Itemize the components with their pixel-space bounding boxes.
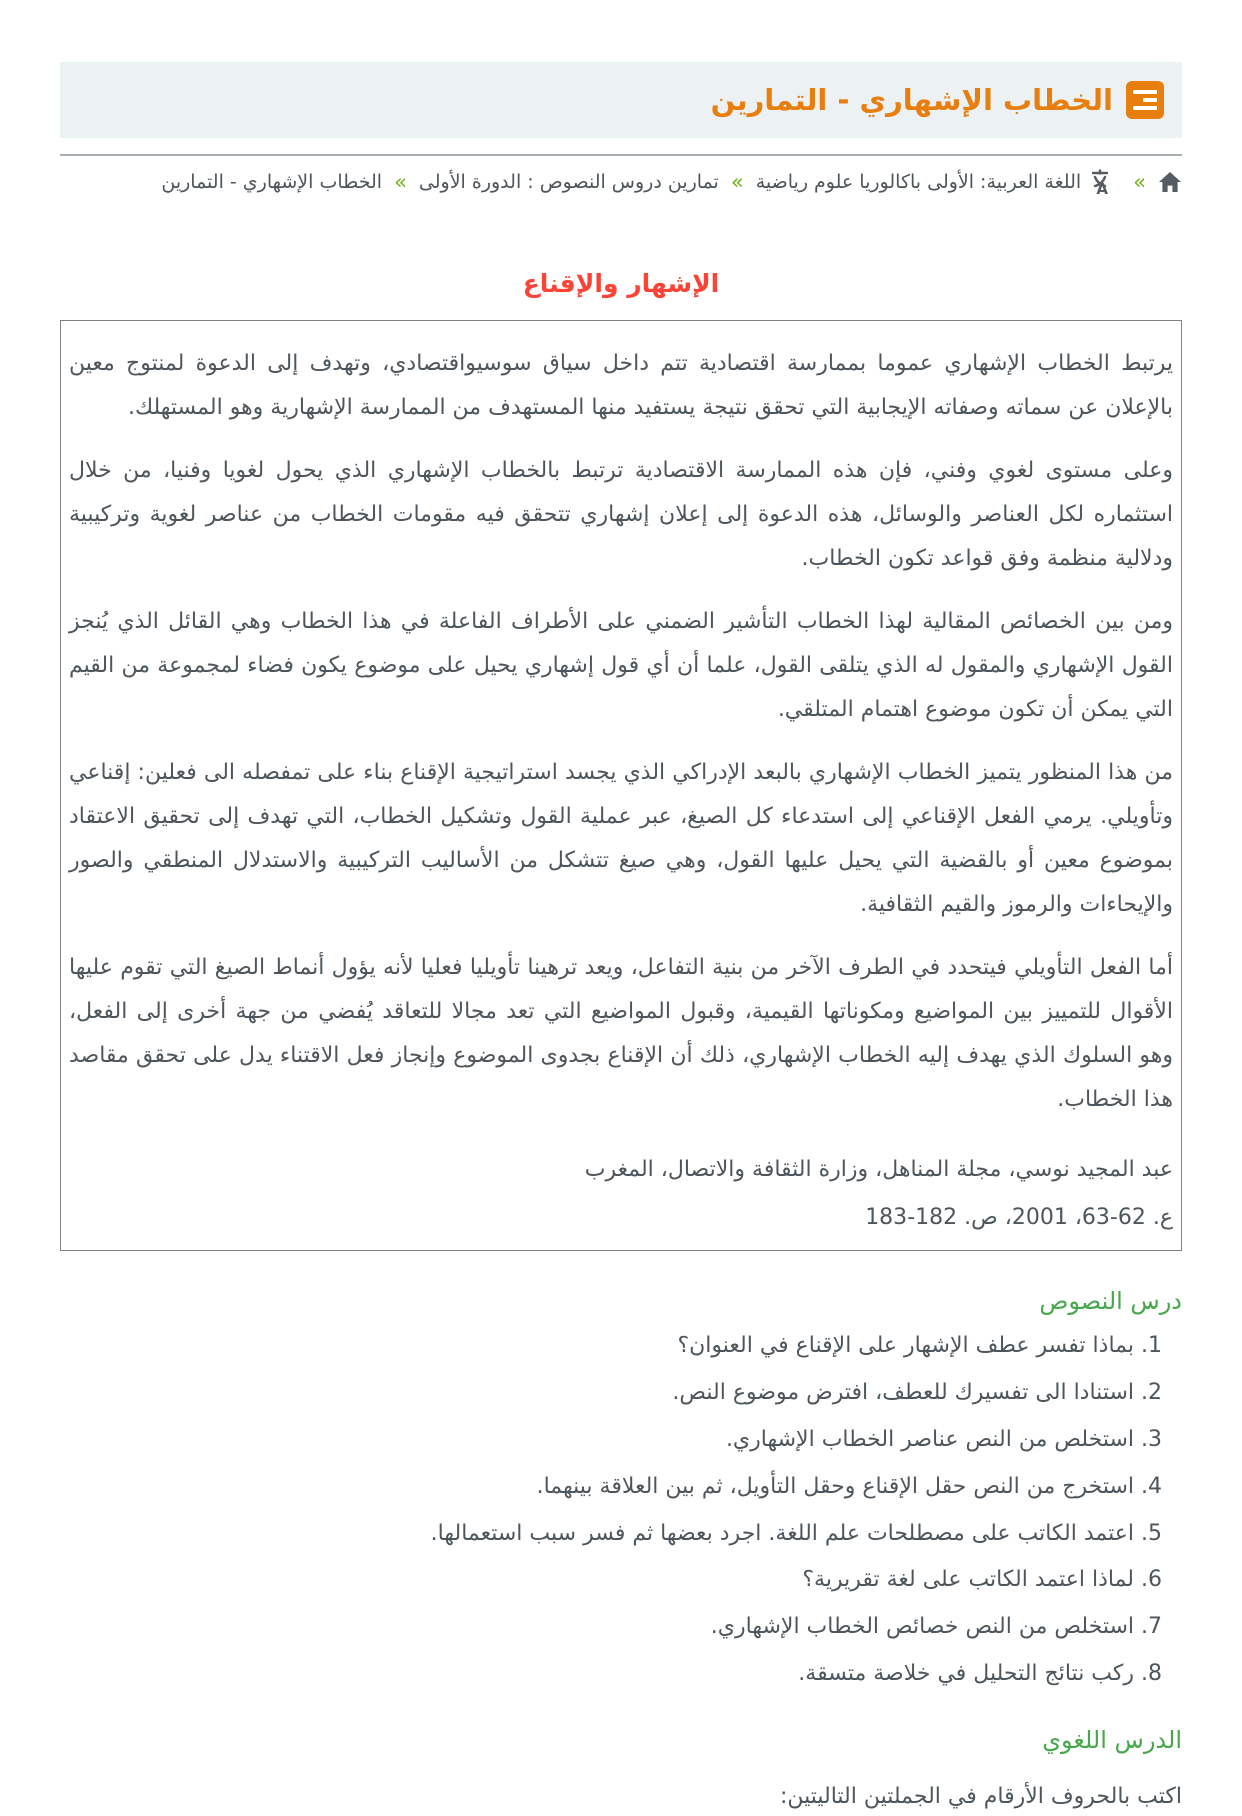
home-icon[interactable] (1158, 171, 1182, 193)
section-heading-texts-lesson: درس النصوص (1039, 1287, 1182, 1315)
exercise-item: 6. لماذا اعتمد الكاتب على لغة تقريرية؟ (802, 1567, 1162, 1593)
citation-author: عبد المجيد نوسي، مجلة المناهل، وزارة الثقافة والاتصال، المغرب (584, 1157, 1173, 1182)
translate-icon (1091, 169, 1121, 198)
page-container (60, 62, 1182, 1809)
breadcrumb (60, 165, 1182, 199)
article-paragraph: ومن بين الخصائص المقالية لهذا الخطاب التأشير الضمني على الأطراف الفاعلة في هذا الخطاب وهي القائل الذي يُنجز القول الإشهاري والمقول له الذي يتلقى القول، علما أن أي قول إشهاري يحيل على موضوع يكون فضاء لمجموعة من القيم التي يمكن أن تكون موضوع اهتمام المتلقي. (69, 609, 1173, 722)
breadcrumb-separator: » (730, 170, 744, 194)
article-title: الإشهار والإقناع (522, 269, 720, 298)
header-divider (60, 154, 1182, 156)
breadcrumb-link-category[interactable]: تمارين دروس النصوص : الدورة الأولى (418, 171, 719, 193)
exercise-item: 2. استنادا الى تفسيرك للعطف، افترض موضوع النص. (672, 1379, 1162, 1405)
exercise-list (60, 1330, 1182, 1690)
article-text-box (60, 320, 1182, 1251)
page-title: الخطاب الإشهاري - التمارين (710, 83, 1113, 117)
language-exercise-instruction: اكتب بالحروف الأرقام في الجملتين التاليتين: (779, 1784, 1182, 1810)
article-paragraph: أما الفعل التأويلي فيتحدد في الطرف الآخر من بنية التفاعل، ويعد ترهينا تأويليا فعليا لأنه يؤول أنماط الصيغ التي تقوم عليها الأقوال للتمييز بين المواضيع ومكوناتها القيمية، وقبول المواضيع التي تعد مجالا للتعاقد يُفضي من جهة أخرى إلى الفعل، وهو السلوك الذي يهدف إليه الخطاب الإشهاري، ذلك أن الإقناع بجدوى الموضوع وإنجاز فعل الاقتناء يدل على تحقق مقاصد هذا الخطاب. (69, 955, 1173, 1112)
breadcrumb-link-subject[interactable]: اللغة العربية: الأولى باكالوريا علوم رياضية (755, 171, 1082, 193)
breadcrumb-separator: » (1133, 170, 1146, 194)
article-paragraph: يرتبط الخطاب الإشهاري عموما بممارسة اقتصادية تتم داخل سياق سوسيواقتصادي، وتهدف إلى الدعوة لمنتوج معين بالإعلان عن سماته وصفاته الإيجابية التي تحقق نتيجة يستفيد منها المستهدف من الممارسة الإشهارية وهو المستهلك. (69, 351, 1173, 420)
breadcrumb-current-page: الخطاب الإشهاري - التمارين (161, 171, 383, 193)
breadcrumb-separator: » (394, 170, 407, 194)
exercise-item: 1. بماذا تفسر عطف الإشهار على الإقناع في العنوان؟ (677, 1333, 1162, 1358)
exercise-item: 3. استخلص من النص عناصر الخطاب الإشهاري. (725, 1426, 1162, 1452)
exercise-item: 4. استخرج من النص حقل الإقناع وحقل التأويل، ثم بين العلاقة بينهما. (536, 1473, 1162, 1499)
exercise-item: 8. ركب نتائج التحليل في خلاصة متسقة. (798, 1661, 1162, 1687)
citation-reference: ع. 62-63، 2001، ص. 182-183 (865, 1205, 1173, 1230)
article-paragraph: من هذا المنظور يتميز الخطاب الإشهاري بالبعد الإدراكي الذي يجسد استراتيجية الإقناع بناء على تمفصله الى فعلين: إقناعي وتأويلي. يرمي الفعل الإقناعي إلى استدعاء كل الصيغ، عبر عملية القول وتشكيل الخطاب، التي تهدف إلى تحقيق الاعتقاد بموضوع معين أو بالقضية التي يحيل عليها القول، وهي صيغ تتشكل من الأساليب التركيبية والاستدلال المنطقي والصور والإيحاءات والرموز والقيم الثقافية. (69, 760, 1173, 917)
exercise-item: 5. اعتمد الكاتب على مصطلحات علم اللغة. اجرد بعضها ثم فسر سبب استعمالها. (430, 1520, 1162, 1546)
section-heading-language-lesson: الدرس اللغوي (1042, 1726, 1182, 1755)
article-paragraph: وعلى مستوى لغوي وفني، فإن هذه الممارسة الاقتصادية ترتبط بالخطاب الإشهاري الذي يحول لغويا وفنيا، من خلال استثماره لكل العناصر والوسائل، هذه الدعوة إلى إعلان إشهاري تتحقق فيه مقومات الخطاب من عناصر لغوية وتركيبية ودلالية منظمة وفق قواعد تكون الخطاب. (69, 458, 1173, 571)
page-header (60, 62, 1182, 138)
svg-text:A: A (1096, 180, 1109, 198)
exercise-item: 7. استخلص من النص خصائص الخطاب الإشهاري. (710, 1614, 1162, 1640)
document-list-icon (1126, 81, 1164, 119)
